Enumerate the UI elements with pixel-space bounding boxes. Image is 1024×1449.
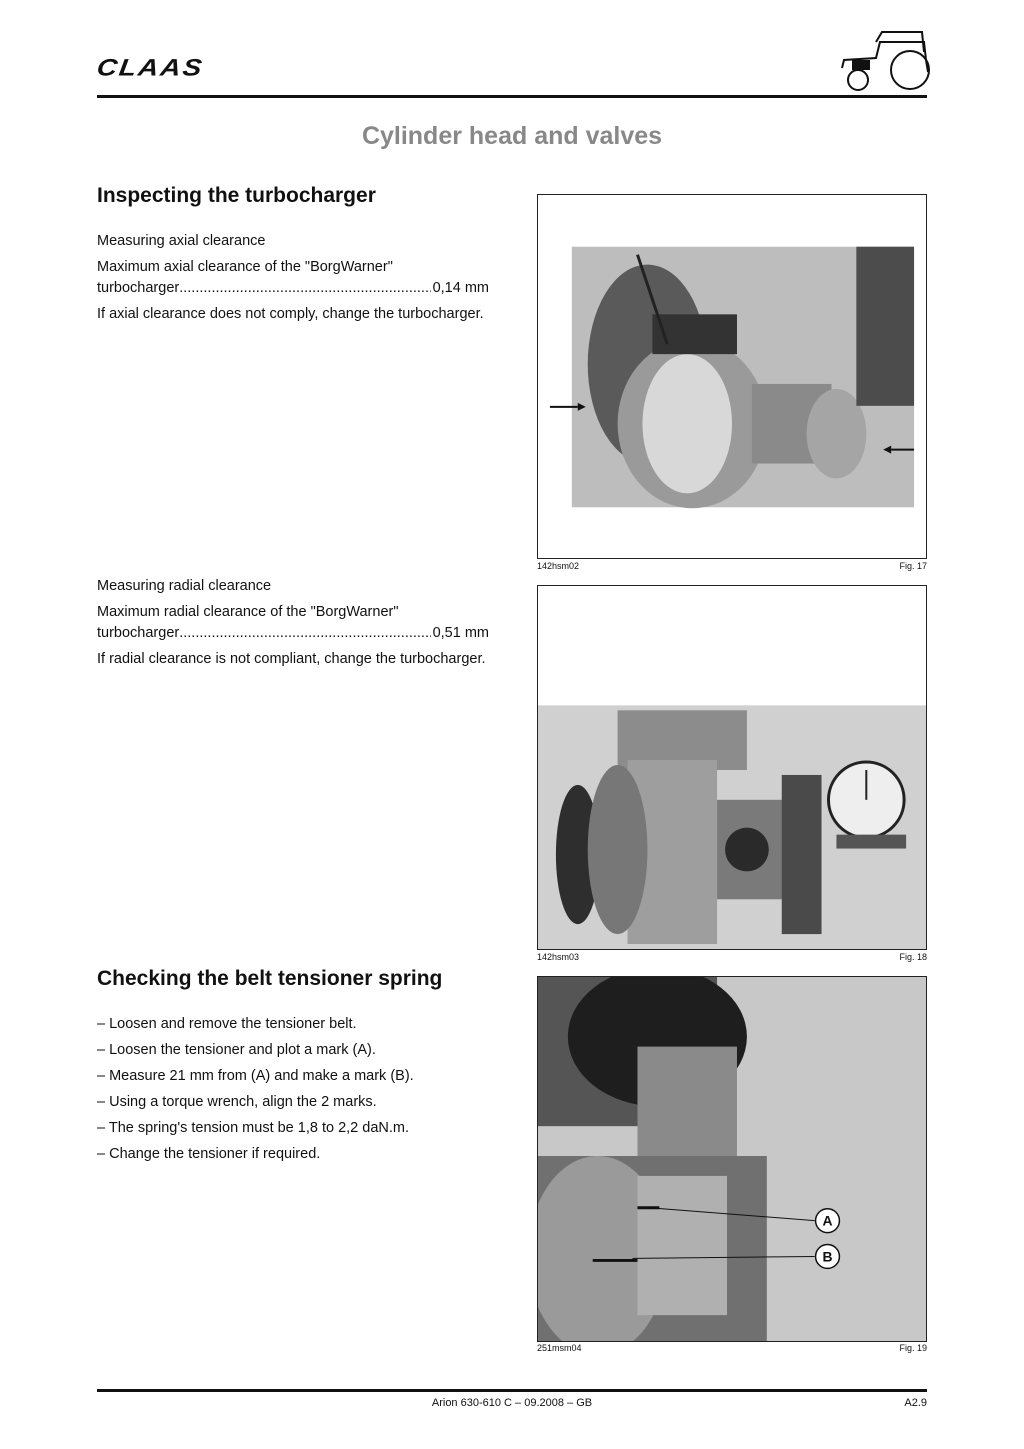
list-item: – Loosen and remove the tensioner belt. (97, 1016, 357, 1032)
axial-spec-value: 0,14 mm (432, 280, 489, 296)
leader-dots (179, 623, 430, 644)
radial-spec-label: turbocharger (97, 625, 180, 641)
radial-clearance-block (97, 576, 489, 675)
list-item: – Change the tensioner if required. (97, 1146, 321, 1162)
footer-rule (97, 1389, 927, 1392)
figure-label: Fig. 19 (899, 1343, 927, 1353)
list-item: – Loosen the tensioner and plot a mark (A). (97, 1042, 376, 1058)
figure-code: 251msm04 (537, 1343, 582, 1353)
axial-clearance-block (97, 231, 489, 330)
callout-a: A (822, 1212, 833, 1229)
radial-heading: Measuring radial clearance (97, 578, 272, 594)
callout-b: B (822, 1248, 833, 1265)
section-title-belt-tensioner: Checking the belt tensioner spring (97, 967, 443, 990)
claas-logo: CLAAS (95, 54, 206, 81)
figure-code: 142hsm02 (537, 561, 580, 571)
figure-label: Fig. 17 (899, 561, 927, 571)
figure-19-caption (537, 1343, 927, 1353)
leader-dots (179, 278, 430, 299)
axial-spec-row (97, 278, 489, 299)
list-item: – Measure 21 mm from (A) and make a mark (B). (97, 1068, 414, 1084)
axial-spec-line1: Maximum axial clearance of the "BorgWarner" (97, 259, 393, 275)
header-rule (97, 95, 927, 98)
radial-spec-row (97, 623, 489, 644)
page-number: A2.9 (904, 1397, 927, 1409)
list-item: – Using a torque wrench, align the 2 marks. (97, 1094, 377, 1110)
radial-spec-line1: Maximum radial clearance of the "BorgWarner" (97, 604, 399, 620)
tractor-icon (836, 30, 930, 92)
figure-label: Fig. 18 (899, 952, 927, 962)
footer-document-info: Arion 630-610 C – 09.2008 – GB (431, 1397, 593, 1409)
figure-18-caption (537, 952, 927, 962)
figure-code: 142hsm03 (537, 952, 580, 962)
axial-note: If axial clearance does not comply, change the turbocharger. (97, 306, 484, 322)
section-title-turbocharger: Inspecting the turbocharger (97, 184, 376, 207)
list-item: – The spring's tension must be 1,8 to 2,2 daN.m. (97, 1120, 410, 1136)
chapter-title: Cylinder head and valves (361, 122, 663, 150)
figure-17-turbo-axial-photo (537, 194, 927, 559)
radial-spec-value: 0,51 mm (432, 625, 489, 641)
figure-17-caption (537, 561, 927, 571)
radial-note: If radial clearance is not compliant, change the turbocharger. (97, 651, 486, 667)
tensioner-steps-list (97, 1011, 517, 1167)
figure-18-turbo-radial-photo (537, 585, 927, 950)
figure-19-tensioner-photo (537, 976, 927, 1342)
axial-spec-label: turbocharger (97, 280, 180, 296)
axial-heading: Measuring axial clearance (97, 233, 266, 249)
